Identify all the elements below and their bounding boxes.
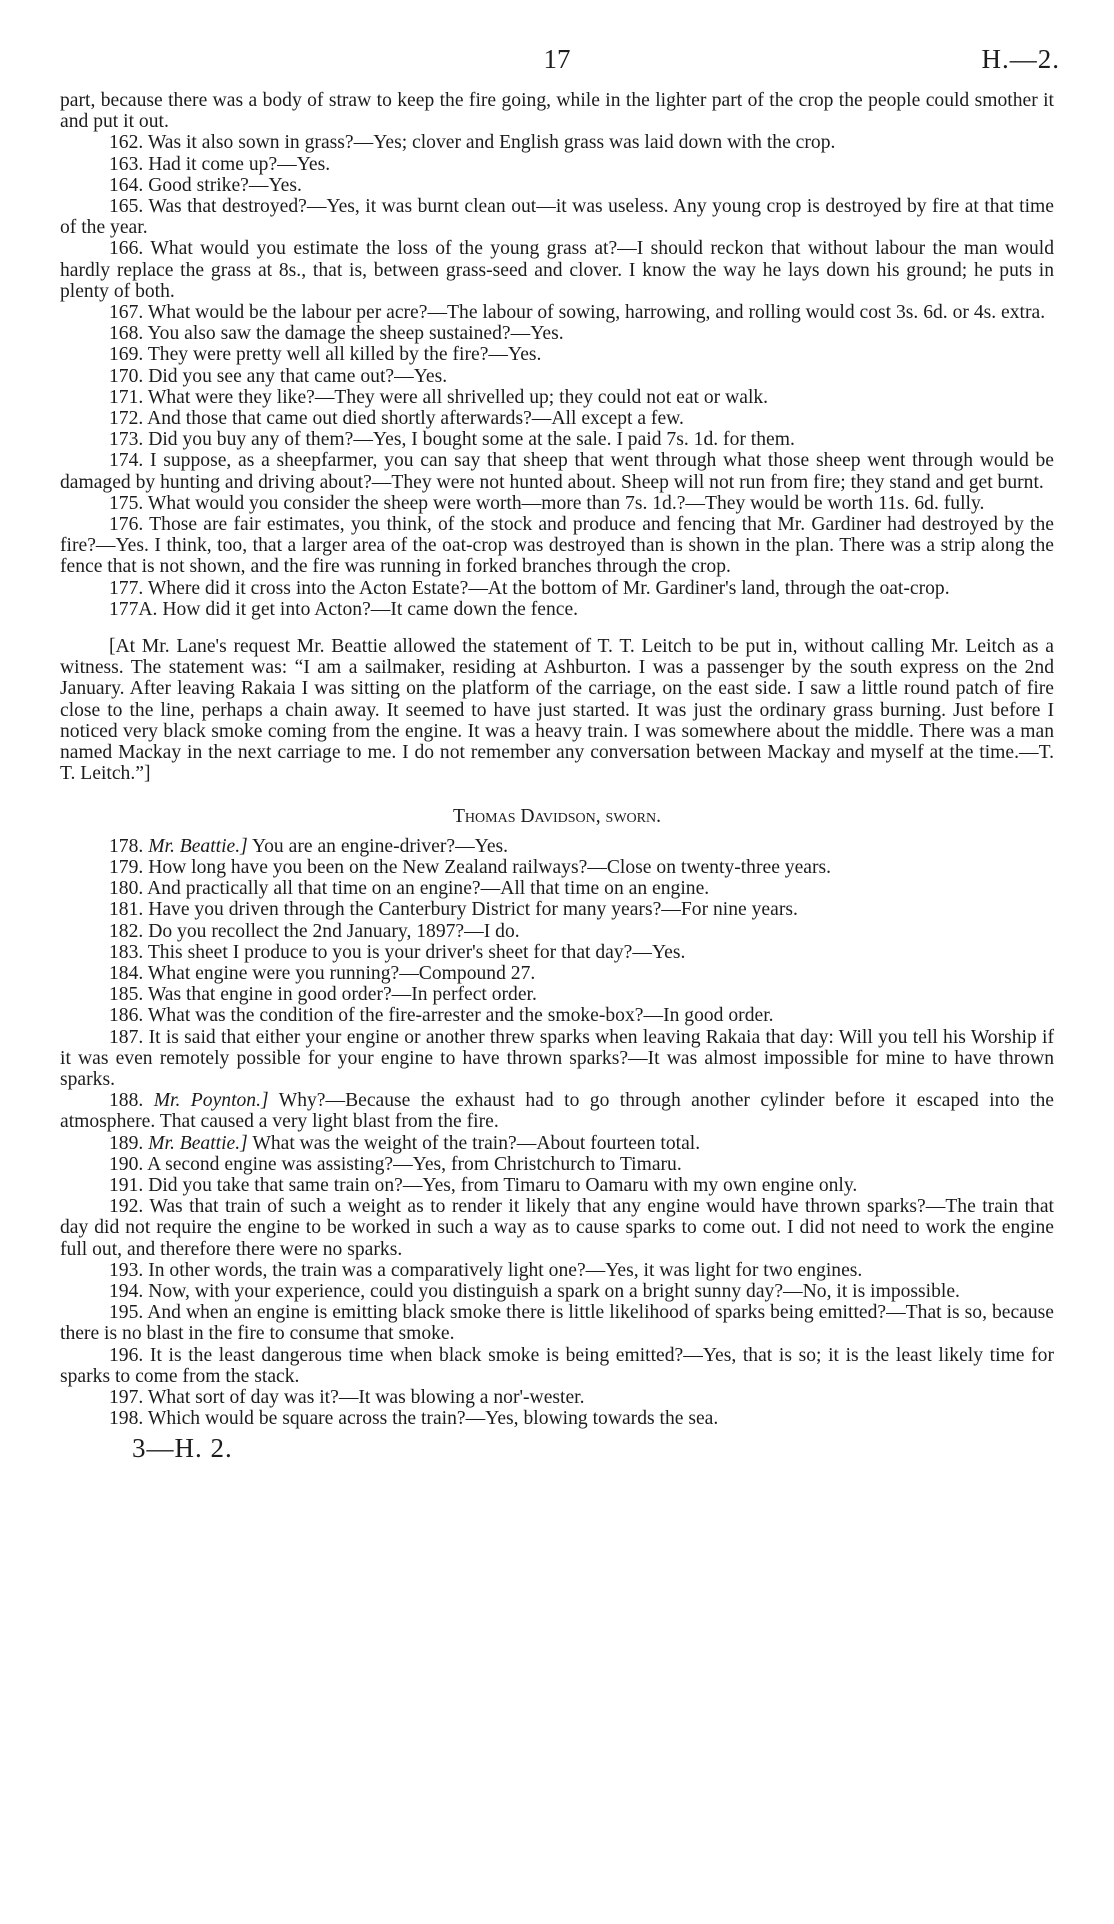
paragraph: 162. Was it also sown in grass?—Yes; clover and English grass was laid down with the crop. xyxy=(109,132,836,154)
qa-text: 197. What sort of day was it?—It was blowing a nor'-wester. xyxy=(109,1386,585,1408)
paragraph: 169. They were pretty well all killed by the fire?—Yes. xyxy=(109,344,542,366)
question-number: 188. xyxy=(109,1090,154,1112)
question-answer xyxy=(60,1387,1054,1408)
qa-text: 195. And when an engine is emitting black smoke there is little likelihood of sparks being emitted?—That is so, because there is no blast in the fire to consume that smoke. xyxy=(60,1302,1054,1345)
qa-text: 184. What engine were you running?—Compound 27. xyxy=(109,962,536,984)
paragraph: 174. I suppose, as a sheepfarmer, you can say that sheep that went through what those sheep went through would be damaged by hunting and driving about?—They were not hunted about. Sheep will not run from fire; they stand and get burnt. xyxy=(60,450,1054,493)
question-answer xyxy=(60,1196,1054,1260)
document-page xyxy=(60,0,1060,1464)
paragraph: 164. Good strike?—Yes. xyxy=(109,174,302,196)
question-answer xyxy=(60,942,1054,963)
paragraph: 170. Did you see any that came out?—Yes. xyxy=(109,365,448,387)
qa-text: What was the weight of the train?—About fourteen total. xyxy=(247,1132,701,1154)
qa-text: 193. In other words, the train was a comparatively light one?—Yes, it was light for two engines. xyxy=(109,1259,863,1281)
question-answer xyxy=(60,836,1054,857)
paragraph: 163. Had it come up?—Yes. xyxy=(109,153,331,175)
paragraph: 173. Did you buy any of them?—Yes, I bought some at the sale. I paid 7s. 1d. for them. xyxy=(109,429,795,451)
question-answer xyxy=(60,878,1054,899)
qa-text: 186. What was the condition of the fire-arrester and the smoke-box?—In good order. xyxy=(109,1005,774,1027)
qa-text: 191. Did you take that same train on?—Yes, from Timaru to Oamaru with my own engine only. xyxy=(109,1174,858,1196)
evidence-block-1 xyxy=(60,90,1054,620)
question-answer xyxy=(60,1302,1054,1344)
question-answer xyxy=(60,1260,1054,1281)
qa-text: 179. How long have you been on the New Zealand railways?—Close on twenty-three years. xyxy=(109,856,832,878)
paragraph: 176. Those are fair estimates, you think, of the stock and produce and fencing that Mr. Gardiner had destroyed by the fire?—Yes. I think, too, that a larger area of the oat-crop was destroyed than is shown in the plan. There was a strip along the fence that is not shown, and the fire was running in forked branches through the crop. xyxy=(60,514,1054,578)
paragraph: 175. What would you consider the sheep were worth—more than 7s. 1d.?—They would be worth 11s. 6d. fully. xyxy=(109,492,985,514)
question-answer xyxy=(60,984,1054,1005)
qa-text: 198. Which would be square across the train?—Yes, blowing towards the sea. xyxy=(109,1408,719,1430)
paragraph: part, because there was a body of straw to keep the fire going, while in the lighter part of the crop the people could smother it and put it out. xyxy=(60,90,1054,133)
paragraph: 167. What would be the labour per acre?—The labour of sowing, harrowing, and rolling would cost 3s. 6d. or 4s. extra. xyxy=(109,302,1046,324)
question-answer xyxy=(60,1154,1054,1175)
qa-text: Why?—Because the exhaust had to go through another cylinder before it escaped into the atmosphere. That caused a very light blast from the fire. xyxy=(60,1090,1054,1133)
paper-reference: H.—2. xyxy=(981,44,1060,74)
qa-text: 194. Now, with your experience, could you distinguish a spark on a bright sunny day?—No, it is impossible. xyxy=(109,1280,960,1302)
speaker-name: Mr. Poynton.] xyxy=(153,1090,269,1112)
paragraph: 166. What would you estimate the loss of the young grass at?—I should reckon that without labour the man would hardly replace the grass at 8s., that is, between grass-seed and clover. I know the way he lays down his ground; he puts in plenty of both. xyxy=(60,238,1054,302)
question-answer xyxy=(60,1005,1054,1026)
evidence-block-2 xyxy=(60,836,1054,1430)
witness-heading: Thomas Davidson, sworn. xyxy=(452,805,662,827)
page-header xyxy=(60,0,1060,90)
paragraph: 177A. How did it get into Acton?—It came down the fence. xyxy=(109,598,579,620)
qa-text: 187. It is said that either your engine or another threw sparks when leaving Rakaia that day: Will you tell his Worship if it was even remotely possible for your engine to have thrown sparks?—It was almost impossible for mine to have thrown sparks. xyxy=(60,1026,1054,1090)
question-answer xyxy=(60,1175,1054,1196)
paragraph: 171. What were they like?—They were all shrivelled up; they could not eat or walk. xyxy=(109,386,769,408)
paragraph: 165. Was that destroyed?—Yes, it was burnt clean out—it was useless. Any young crop is destroyed by fire at that time of the year. xyxy=(60,196,1054,239)
question-answer xyxy=(60,921,1054,942)
paragraph: 168. You also saw the damage the sheep sustained?—Yes. xyxy=(109,323,564,345)
question-answer xyxy=(60,1133,1054,1154)
qa-text: 192. Was that train of such a weight as to render it likely that any engine would have thrown sparks?—The train that day did not require the engine to be worked in such a way as to cause sparks to come out. I did not need to work the engine full out, and therefore there were no sparks. xyxy=(60,1196,1054,1260)
question-answer xyxy=(60,899,1054,920)
speaker-name: Mr. Beattie.] xyxy=(148,835,248,857)
speaker-name: Mr. Beattie.] xyxy=(148,1132,248,1154)
qa-text: You are an engine-driver?—Yes. xyxy=(247,835,509,857)
qa-text: 196. It is the least dangerous time when black smoke is being emitted?—Yes, that is so; it is the least likely time for sparks to come from the stack. xyxy=(60,1344,1054,1387)
question-answer xyxy=(60,1345,1054,1387)
question-answer xyxy=(60,857,1054,878)
qa-text: 185. Was that engine in good order?—In perfect order. xyxy=(109,984,537,1006)
question-answer xyxy=(60,1281,1054,1302)
question-answer xyxy=(60,963,1054,984)
qa-text: 180. And practically all that time on an engine?—All that time on an engine. xyxy=(109,878,710,900)
page-number: 17 xyxy=(543,44,571,74)
qa-text: 190. A second engine was assisting?—Yes, from Christchurch to Timaru. xyxy=(109,1153,682,1175)
question-answer xyxy=(60,1408,1054,1429)
leitch-statement: [At Mr. Lane's request Mr. Beattie allowed the statement of T. T. Leitch to be put in, without calling Mr. Leitch as a witness. The statement was: “I am a sailmaker, residing at Ashburton. I was a passenger by the south express on the 2nd January. After leaving Rakaia I was sitting on the platform of the carriage, on the east side. I saw a little round patch of fire close to the line, perhaps a chain away. It seemed to have just started. It was just the ordinary grass burning. Just before I noticed very black smoke coming from the engine. It was a heavy train. I was somewhere about the middle. There was a man named Mackay in the next carriage to me. I do not remember any conversation between Mackay and myself at the time.—T. T. Leitch.”] xyxy=(60,636,1054,785)
qa-text: 183. This sheet I produce to you is your driver's sheet for that day?—Yes. xyxy=(109,941,686,963)
qa-text: 181. Have you driven through the Canterbury District for many years?—For nine years. xyxy=(109,899,798,921)
question-answer xyxy=(60,1090,1054,1132)
question-number: 189. xyxy=(109,1132,149,1154)
qa-text: 182. Do you recollect the 2nd January, 1897?—I do. xyxy=(109,920,520,942)
question-number: 178. xyxy=(109,835,149,857)
paragraph: 177. Where did it cross into the Acton Estate?—At the bottom of Mr. Gardiner's land, through the oat-crop. xyxy=(109,577,950,599)
question-answer xyxy=(60,1027,1054,1091)
signature-mark: 3—H. 2. xyxy=(132,1433,233,1464)
paragraph: 172. And those that came out died shortly afterwards?—All except a few. xyxy=(109,408,684,430)
